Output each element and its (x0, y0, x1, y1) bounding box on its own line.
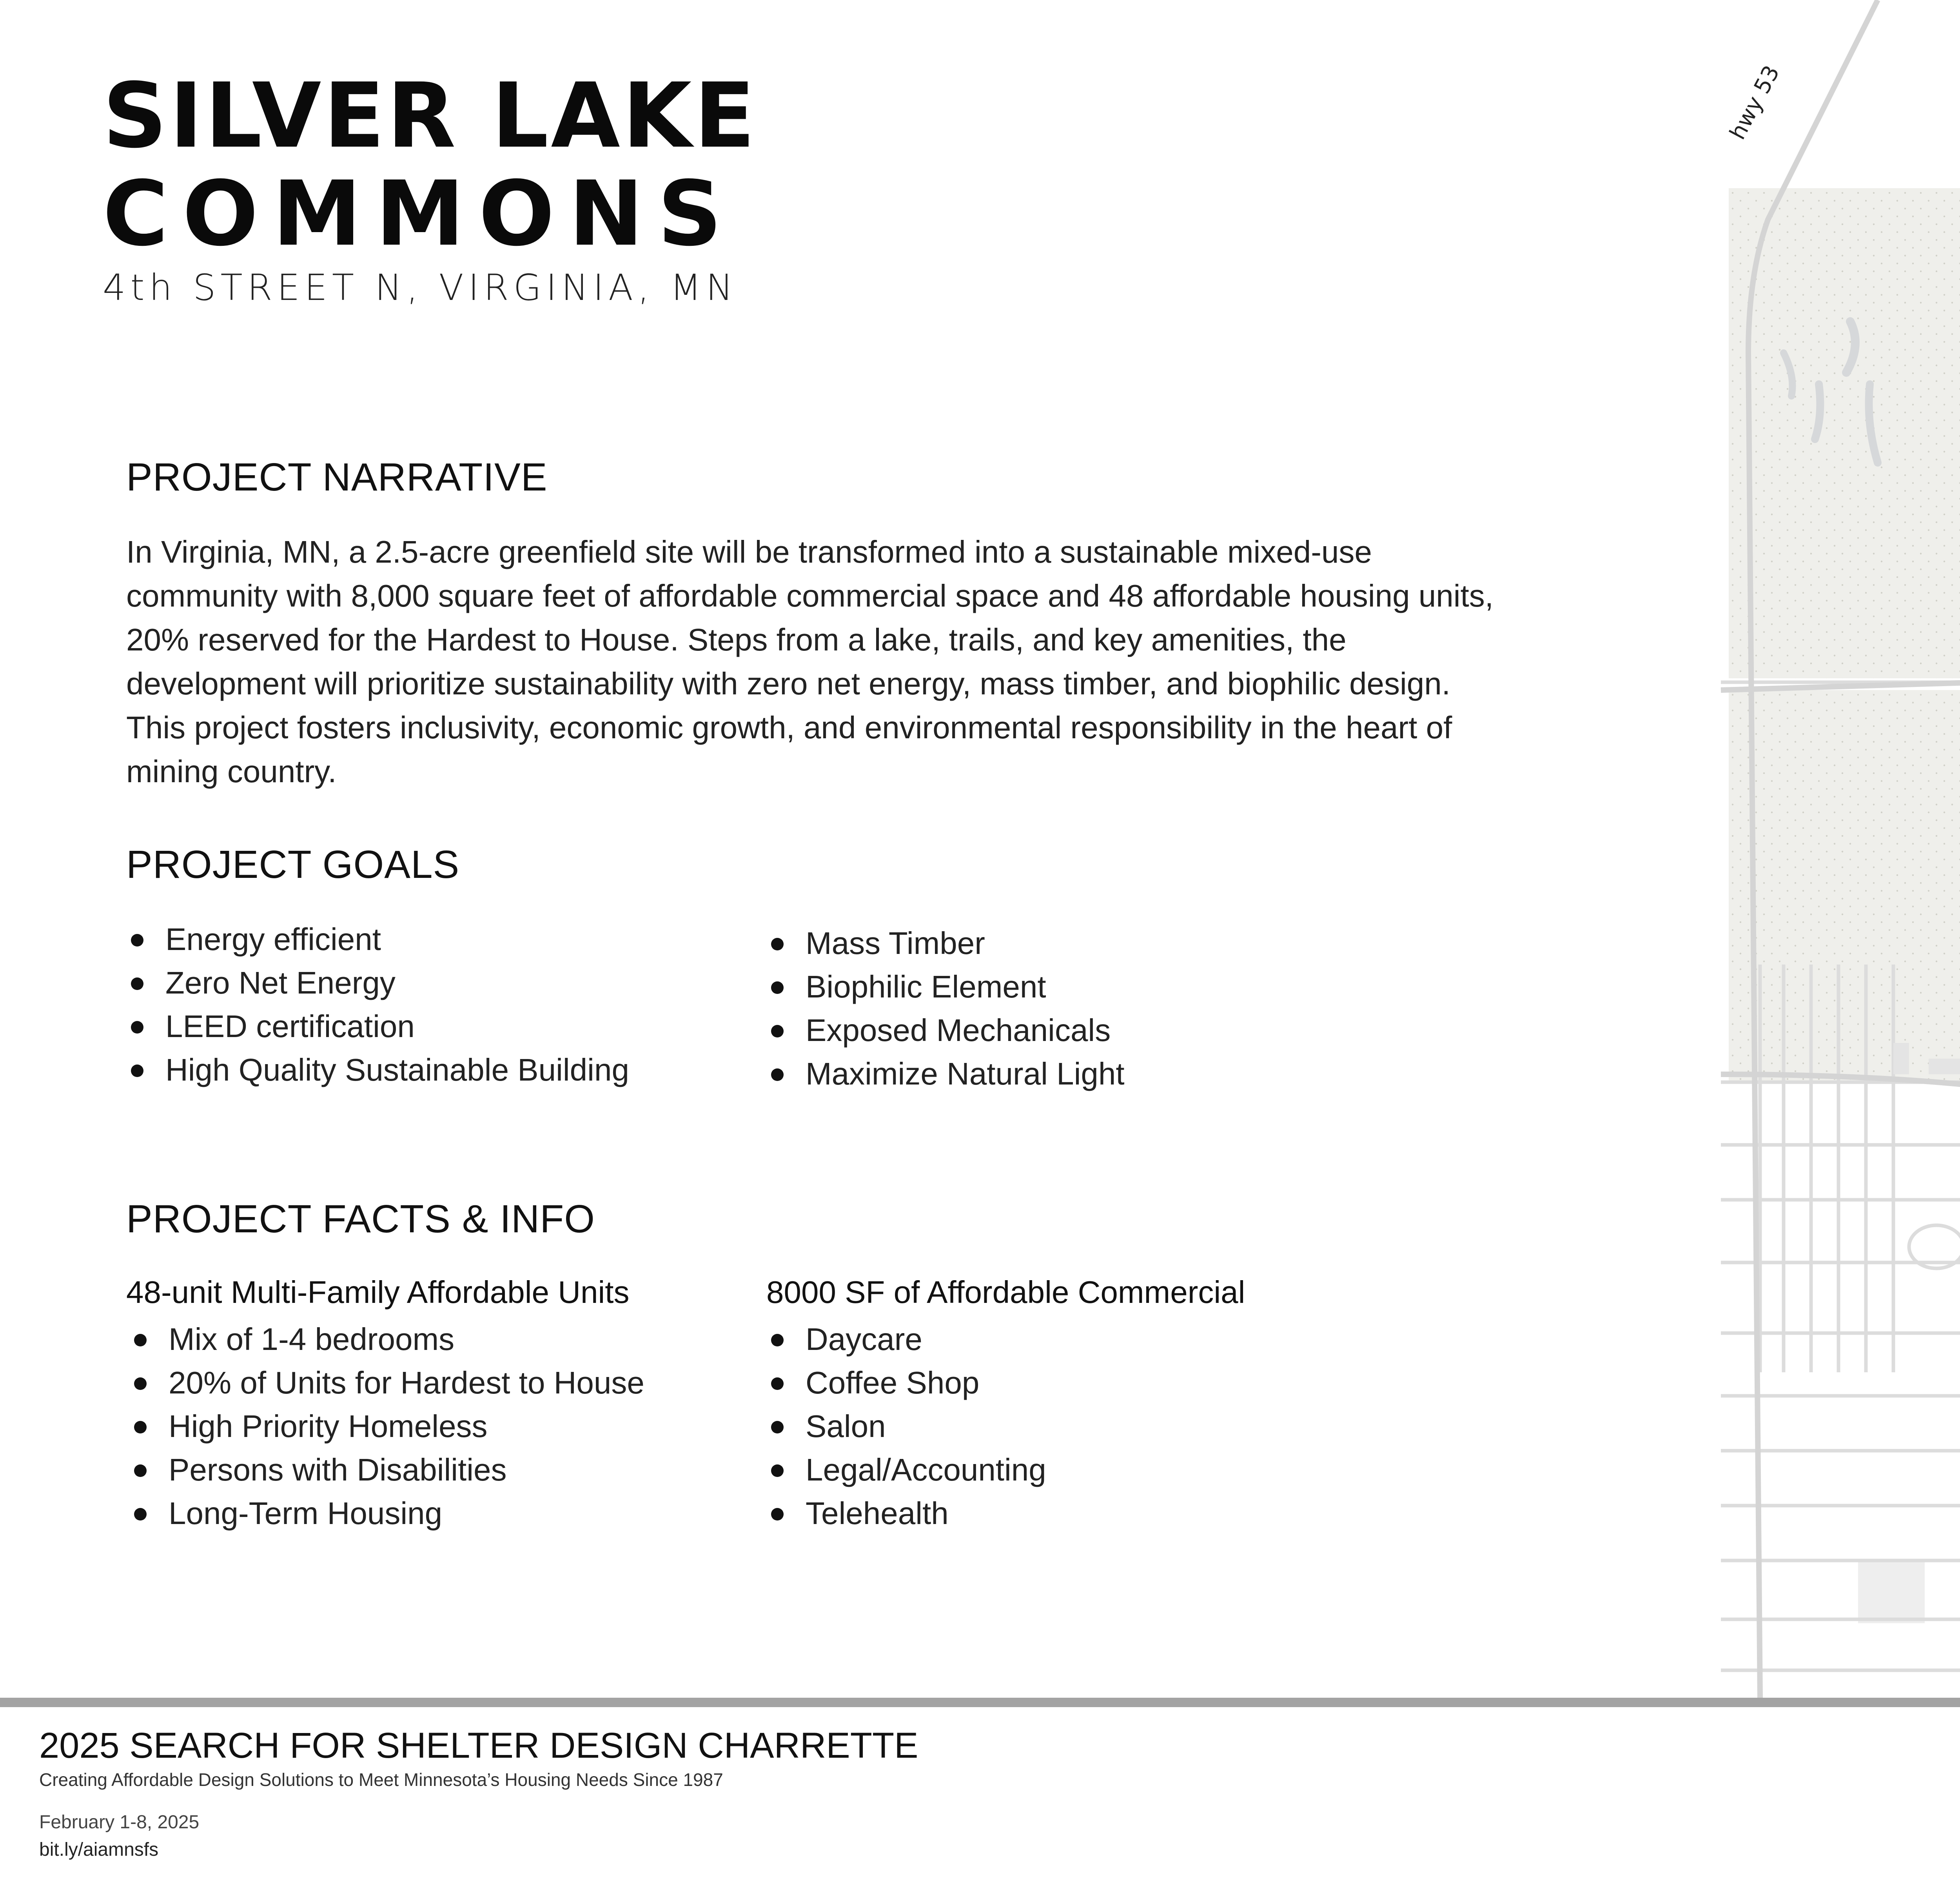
housing-item: Persons with Disabilities (129, 1448, 644, 1491)
housing-item: Mix of 1-4 bedrooms (129, 1317, 644, 1361)
goal-item: LEED certification (126, 1005, 629, 1048)
project-title-line-1: SILVER LAKE (103, 64, 758, 168)
site-map-graphic (1682, 0, 1960, 1698)
commercial-item: Telehealth (766, 1491, 1046, 1535)
project-title-line-2: COMMONS (103, 162, 736, 266)
footer-title: 2025 SEARCH FOR SHELTER DESIGN CHARRETTE (39, 1726, 918, 1766)
park-area (1729, 690, 1960, 1082)
housing-item: High Priority Homeless (129, 1404, 644, 1448)
footer-divider (0, 1698, 1960, 1707)
housing-list (129, 1317, 644, 1535)
housing-title: 48-unit Multi-Family Affordable Units (126, 1275, 630, 1310)
commercial-item: Legal/Accounting (766, 1448, 1046, 1491)
housing-item: Long-Term Housing (129, 1491, 644, 1535)
footer-subtitle: Creating Affordable Design Solutions to Meet Minnesota’s Housing Needs Since 1987 (39, 1769, 723, 1790)
project-title-block (103, 64, 758, 309)
commercial-title: 8000 SF of Affordable Commercial (766, 1275, 1245, 1310)
narrative-text: In Virginia, MN, a 2.5-acre greenfield site will be transformed into a sustainable mixed-use community with 8,000 square feet of affordable commercial space and 48 affordable housing units, 20% reserved for the Hardest to House. Steps from a lake, trails, and key amenities, the development will prioritize sustainability with zero net energy, mass timber, and biophilic design. This project fosters inclusivity, economic growth, and environmental responsibility in the heart of mining country. (126, 534, 1494, 789)
hwy-53-label: hwy 53 (1724, 61, 1785, 144)
commercial-item: Salon (766, 1404, 1046, 1448)
narrative-heading: PROJECT NARRATIVE (126, 455, 548, 499)
commercial-item: Daycare (766, 1317, 1046, 1361)
goals-list-left (126, 917, 629, 1092)
facts-heading: PROJECT FACTS & INFO (126, 1197, 595, 1241)
commercial-item: Coffee Shop (766, 1361, 1046, 1404)
project-address: 4th STREET N, VIRGINIA, MN (103, 267, 738, 309)
park-area (1729, 188, 1960, 678)
goal-item: Energy efficient (126, 917, 629, 961)
goal-item: Biophilic Element (766, 965, 1125, 1008)
goal-item: Exposed Mechanicals (766, 1008, 1125, 1052)
footer-link[interactable]: bit.ly/aiamnsfs (39, 1839, 159, 1860)
site-map (1682, 0, 1960, 1698)
commercial-list (766, 1317, 1046, 1535)
goal-item: Maximize Natural Light (766, 1052, 1125, 1095)
goal-item: High Quality Sustainable Building (126, 1048, 629, 1092)
goals-list-right (766, 921, 1125, 1095)
goal-item: Zero Net Energy (126, 961, 629, 1005)
housing-item: 20% of Units for Hardest to House (129, 1361, 644, 1404)
footer-date: February 1-8, 2025 (39, 1812, 200, 1833)
goal-item: Mass Timber (766, 921, 1125, 965)
goals-heading: PROJECT GOALS (126, 843, 460, 887)
park-area (1858, 1560, 1925, 1623)
